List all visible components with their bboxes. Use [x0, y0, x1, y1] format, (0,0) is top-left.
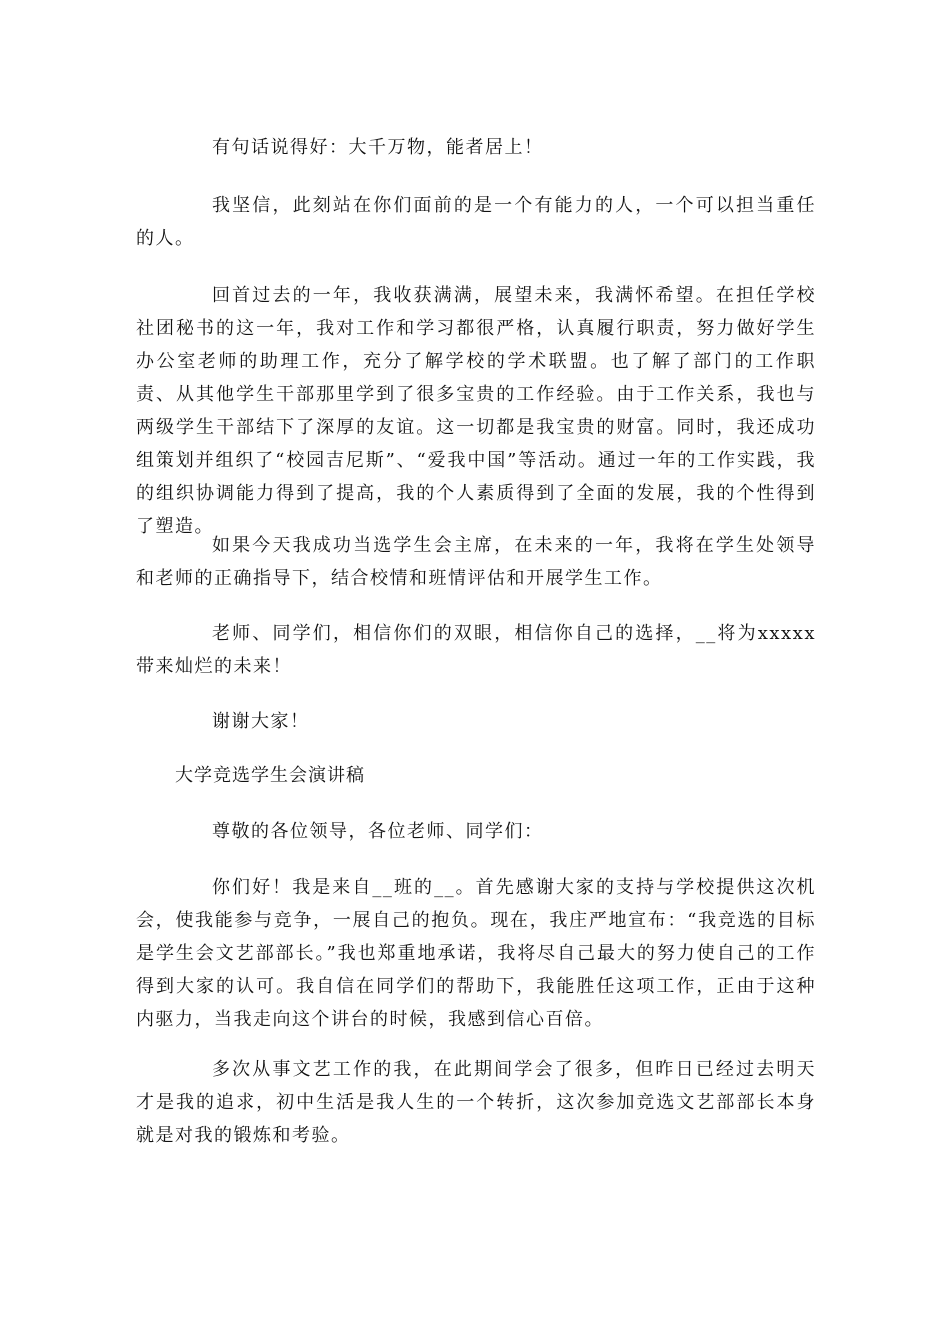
paragraph-experience: 多次从事文艺工作的我，在此期间学会了很多，但昨日已经过去明天才是我的追求，初中生活是我人生的一个转折，这次参加竞选文艺部部长本身就是对我的锻炼和考验。: [136, 1059, 816, 1146]
paragraph-appeal: 老师、同学们，相信你们的双眼，相信你自己的选择，__将为xxxxx带来灿烂的未来！: [136, 623, 816, 677]
paragraph-motto: 有句话说得好：大千万物，能者居上！: [212, 137, 544, 158]
paragraph-introduction: 你们好！我是来自__班的__。首先感谢大家的支持与学校提供这次机会，使我能参与竞争，一展自己的抱负。现在，我庄严地宣布：“我竞选的目标是学生会文艺部部长。”我也郑重地承诺，我将尽自己最大的努力使自己的工作得到大家的认可。我自信在同学们的帮助下，我能胜任这项工作，正由于这种内驱力，当我走向这个讲台的时候，我感到信心百倍。: [136, 877, 816, 1030]
paragraph-thanks: 谢谢大家！: [212, 711, 310, 732]
paragraph-greeting: 尊敬的各位领导，各位老师、同学们：: [212, 821, 544, 842]
section-title: 大学竞选学生会演讲稿: [175, 765, 365, 786]
paragraph-review: 回首过去的一年，我收获满满，展望未来，我满怀希望。在担任学校社团秘书的这一年，我对工作和学习都很严格，认真履行职责，努力做好学生办公室老师的助理工作，充分了解学校的学术联盟。也了解了部门的工作职责、从其他学生干部那里学到了很多宝贵的工作经验。由于工作关系，我也与两级学生干部结下了深厚的友谊。这一切都是我宝贵的财富。同时，我还成功组策划并组织了“校园吉尼斯”、“爱我中国”等活动。通过一年的工作实践，我的组织协调能力得到了提高，我的个人素质得到了全面的发展，我的个性得到了塑造。: [136, 285, 816, 537]
paragraph-belief: 我坚信，此刻站在你们面前的是一个有能力的人，一个可以担当重任的人。: [136, 195, 816, 249]
paragraph-plan: 如果今天我成功当选学生会主席，在未来的一年，我将在学生处领导和老师的正确指导下，结合校情和班情评估和开展学生工作。: [136, 535, 816, 589]
